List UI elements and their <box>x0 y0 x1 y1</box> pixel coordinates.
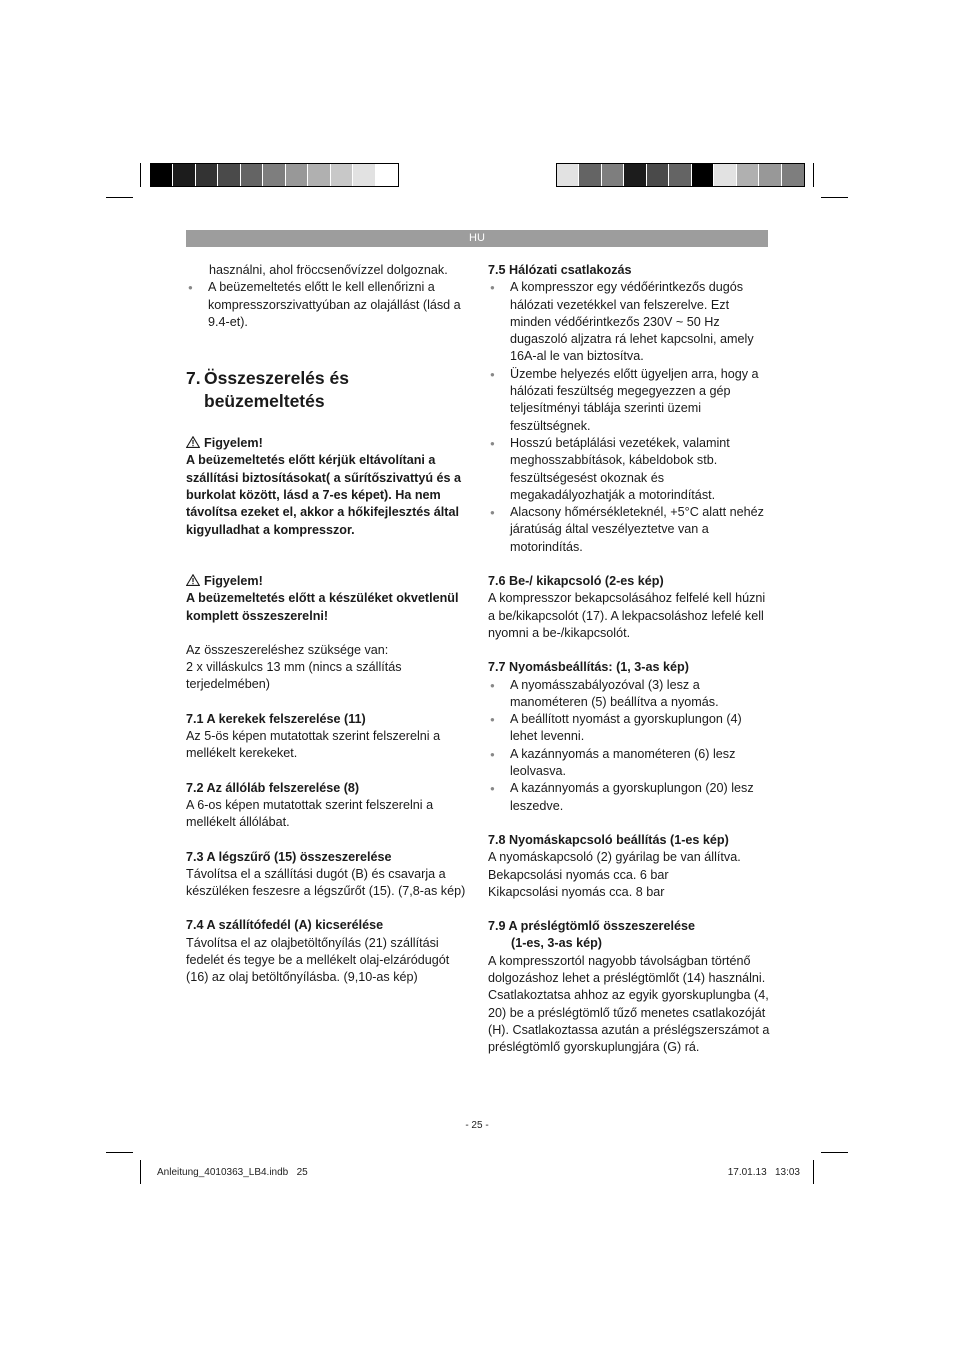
subsection-title-cont: (1-es, 3-as kép) <box>511 936 602 951</box>
section-heading <box>186 367 466 413</box>
subsection-title: 7.5 Hálózati csatlakozás <box>488 263 632 277</box>
paragraph: A nyomáskapcsoló (2) gyárilag be van állítva. <box>488 850 741 865</box>
paragraph: Az összeszereléshez szüksége van: <box>186 642 389 657</box>
paragraph: A kompresszortól nagyobb távolságban történő dolgozáshoz lehet a préslégtömlőt (14) használni. Csatlakoztatsa ahhoz az egyik gyorskuplungba (4, 20) be a préslégtömlő tűző menetes csatlakozóját (H). Csatlakoztassa azután a préslégszerszámot a préslégtömlő gyorskuplungjára (G) rá. <box>488 953 770 1055</box>
list-item: ● A nyomásszabályozóval (3) lesz a manométeren (5) beállítva a nyomás. <box>488 677 770 712</box>
color-swatch <box>331 164 353 186</box>
list-item: ● Hosszú betáplálási vezetékek, valamint meghosszabbítások, kábeldobok stb. feszültségesést okoznak és megakadályozhatják a motorindítást. <box>488 435 770 504</box>
paragraph: Bekapcsolási nyomás cca. 6 bar <box>488 867 669 882</box>
section-number: 7. <box>186 368 201 389</box>
color-swatch <box>241 164 263 186</box>
color-swatch <box>737 164 759 186</box>
subsection-title: 7.6 Be-/ kikapcsoló (2-es kép) <box>488 574 664 589</box>
color-swatch <box>286 164 308 186</box>
warning-heading <box>186 573 466 590</box>
bullet-list <box>186 279 466 331</box>
warning-triangle-icon <box>186 574 200 586</box>
crop-mark <box>821 1152 848 1153</box>
color-calibration-strip-right <box>556 163 805 187</box>
color-swatch <box>602 164 624 186</box>
paragraph: A 6-os képen mutatottak szerint felszerelni a mellékelt állólábat. <box>186 797 434 830</box>
subsection-title: 7.2 Az állóláb felszerelése (8) <box>186 780 360 795</box>
list-item: ● Alacsony hőmérsékleteknél, +5°C alatt nehéz járatúság által veszélyeztetve van a motorindítás. <box>488 504 770 556</box>
subsection-title: 7.8 Nyomáskapcsoló beállítás (1-es kép) <box>488 832 729 847</box>
paragraph: Kikapcsolási nyomás cca. 8 bar <box>488 884 665 899</box>
crop-mark <box>106 1152 133 1153</box>
warning-title: Figyelem! <box>204 436 263 451</box>
crop-mark <box>140 163 141 187</box>
section-title-line-2: beüzemeltetés <box>204 391 325 412</box>
color-swatch <box>218 164 240 186</box>
warning-title: Figyelem! <box>204 573 263 588</box>
paragraph: A kompresszor bekapcsolásához felfelé kell húzni a be/kikapcsolót (17). A lekpacsoláshoz lefelé kell nyomni a be-/kikapcsolót. <box>488 591 766 640</box>
file-info: Anleitung_4010363_LB4.indb 25 <box>157 1167 308 1178</box>
language-label: HU <box>469 232 485 244</box>
bullet-continuation: használni, ahol fröccsenővízzel dolgoznak. <box>209 263 448 277</box>
list-item: ● A kazánnyomás a manométeren (6) lesz leolvasva. <box>488 746 770 781</box>
left-column <box>186 262 466 987</box>
bullet-list <box>488 677 770 815</box>
color-swatch <box>624 164 646 186</box>
bullet-list <box>488 279 770 556</box>
warning-text: A beüzemeltetés előtt a készüléket okvetlenül komplett összeszerelni! <box>186 591 459 623</box>
color-swatch <box>376 164 398 186</box>
paragraph: Távolítsa el az olajbetöltőnyílás (21) szállítási fedelét és tegye be a mellékelt olaj-elzáródugót (16) az olaj betöltőnyílásba. (9,10-as kép) <box>186 935 450 985</box>
color-swatch <box>308 164 330 186</box>
color-swatch <box>151 164 173 186</box>
color-swatch <box>173 164 195 186</box>
language-bar <box>186 230 768 247</box>
date-info: 17.01.13 13:03 <box>727 1167 800 1178</box>
color-swatch <box>263 164 285 186</box>
list-item: ● Üzembe helyezés előtt ügyeljen arra, hogy a hálózati feszültség megegyezzen a gép teljesítményi táblája szerinti üzemi feszültségnek. <box>488 366 770 435</box>
warning-text: A beüzemeltetés előtt kérjük eltávolítani a szállítási biztosításokat( a sűrítőszivattyú és a burkolat között, lásd a 7-es képet). Ha nem távolítsa ezeket el, akkor a hőkifejlesztés által kigyulladhat a kompresszor. <box>186 453 462 537</box>
paragraph: Távolítsa el a szállítási dugót (B) és csavarja a készüléken feszesre a légszűrőt (15). (7,8-as kép) <box>186 866 466 899</box>
crop-mark <box>813 1160 814 1184</box>
subsection-title: 7.3 A légszűrő (15) összeszerelése <box>186 849 392 864</box>
color-swatch <box>647 164 669 186</box>
color-swatch <box>692 164 714 186</box>
list-item: ● A kompresszor egy védőérintkezős dugós hálózati vezetékkel van felszerelve. Ezt minden védőérintkezős 230V ~ 50 Hz dugaszoló aljzatra rá lehet kapcsolni, amely 16A-al le van biztosítva. <box>488 279 770 365</box>
list-item: ● A beüzemeltetés előtt le kell ellenőrizni a kompresszorszivattyúban az olajállást (lásd a 9.4-et). <box>186 279 466 331</box>
list-item: ● A kazánnyomás a gyorskuplungon (20) lesz leszedve. <box>488 780 770 815</box>
warning-triangle-icon <box>186 436 200 448</box>
subsection-title: 7.7 Nyomásbeállítás: (1, 3-as kép) <box>488 660 689 675</box>
list-item: ● A beállított nyomást a gyorskuplungon (4) lehet levenni. <box>488 711 770 746</box>
subsection-title: 7.9 A préslégtömlő összeszerelése <box>488 919 695 934</box>
subsection-title: 7.4 A szállítófedél (A) kicserélése <box>186 918 384 933</box>
crop-mark <box>813 163 814 187</box>
paragraph: Az 5-ös képen mutatottak szerint felszerelni a mellékelt kerekeket. <box>186 729 441 761</box>
color-swatch <box>353 164 375 186</box>
color-calibration-strip-left <box>150 163 399 187</box>
color-swatch <box>557 164 579 186</box>
crop-mark <box>821 197 848 198</box>
color-swatch <box>782 164 804 186</box>
paragraph: 2 x villáskulcs 13 mm (nincs a szállítás terjedelmében) <box>186 660 402 692</box>
crop-mark <box>140 1160 141 1184</box>
warning-heading <box>186 435 466 452</box>
subsection-title: 7.1 A kerekek felszerelése (11) <box>186 711 366 726</box>
page-number: - 25 - <box>465 1120 489 1131</box>
color-swatch <box>714 164 736 186</box>
section-title-line-1: Összeszerelés és <box>204 368 349 389</box>
color-swatch <box>196 164 218 186</box>
color-swatch <box>669 164 691 186</box>
color-swatch <box>579 164 601 186</box>
right-column <box>488 262 770 1056</box>
crop-mark <box>106 197 133 198</box>
color-swatch <box>759 164 781 186</box>
